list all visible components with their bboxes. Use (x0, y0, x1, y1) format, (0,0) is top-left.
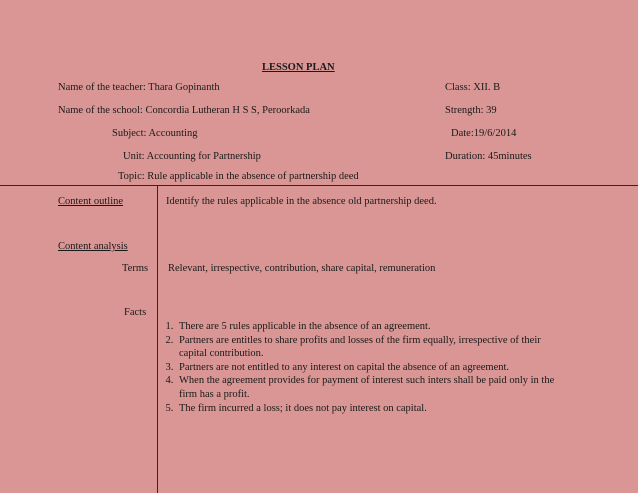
facts-list (162, 320, 556, 415)
content-outline-label: Content outline (58, 196, 124, 207)
class-info: Class: XII. B (445, 82, 501, 93)
header-divider (0, 185, 638, 186)
strength-info: Strength: 39 (445, 105, 497, 116)
column-divider (157, 186, 158, 493)
list-item: 3. Partners are not entitled to any interest on capital the absence of an agreement. (176, 361, 556, 375)
terms-text: Relevant, irrespective, contribution, share capital, remuneration (168, 263, 436, 274)
content-analysis-label: Content analysis (58, 241, 128, 252)
facts-label: Facts (124, 307, 147, 318)
school-name: Name of the school: Concordia Lutheran H S S, Peroorkada (58, 105, 310, 116)
date-info: Date:19/6/2014 (451, 128, 517, 139)
subject-info: Subject: Accounting (112, 128, 198, 139)
duration-info: Duration: 45minutes (445, 151, 532, 162)
list-item: 2. Partners are entitles to share profits and losses of the firm equally, irrespective of their capital contribution. (176, 334, 556, 361)
unit-info: Unit: Accounting for Partnership (123, 151, 261, 162)
teacher-name: Name of the teacher: Thara Gopinanth (58, 82, 220, 93)
list-item: 5. The firm incurred a loss; it does not pay interest on capital. (176, 402, 556, 416)
list-item: 1. There are 5 rules applicable in the absence of an agreement. (176, 320, 556, 334)
list-item: 4. When the agreement provides for payment of interest such inters shall be paid only in the firm has a profit. (176, 374, 556, 401)
content-outline-text: Identify the rules applicable in the absence old partnership deed. (166, 196, 437, 207)
topic-info: Topic: Rule applicable in the absence of partnership deed (118, 171, 359, 182)
terms-label: Terms (122, 263, 149, 274)
document-title: LESSON PLAN (262, 62, 335, 73)
